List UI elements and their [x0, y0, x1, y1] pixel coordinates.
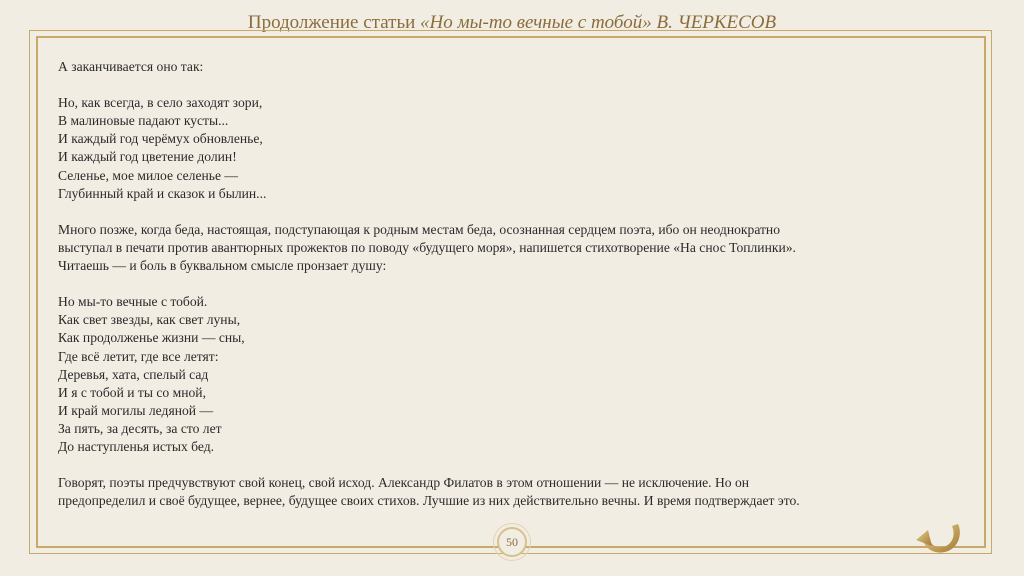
poem-line: Но, как всегда, в село заходят зори,: [58, 95, 263, 111]
poem-line: Но мы-то вечные с тобой.: [58, 294, 208, 310]
article-text: [58, 58, 978, 528]
prose-line: Говорят, поэты предчувствуют свой конец, свой исход. Александр Филатов в этом отношении — не исключение. Но он: [58, 475, 750, 491]
return-arrow-icon[interactable]: [914, 518, 966, 556]
poem-line: Деревья, хата, спелый сад: [58, 366, 209, 382]
intro-line: А заканчивается оно так:: [58, 59, 204, 74]
poem-line: Как продолженье жизни — сны,: [58, 330, 245, 346]
prose-line: выступал в печати против авантюрных прожектов по поводу «будущего моря», напишется стихотворение «На снос Топлинки».: [58, 239, 796, 255]
poem-stanza-1: [58, 94, 978, 203]
title-author: В. ЧЕРКЕСОВ: [651, 12, 777, 33]
prose-line: предопределил и своё будущее, вернее, будущее своих стихов. Лучшие из них действительно вечны. И время подтверждает это.: [58, 493, 800, 509]
page-number: 50: [497, 527, 527, 557]
poem-line: И каждый год черёмух обновленье,: [58, 131, 263, 147]
poem-line: И каждый год цветение долин!: [58, 149, 237, 165]
poem-line: И край могилы ледяной —: [58, 402, 214, 418]
prose-paragraph-1: [58, 221, 978, 275]
poem-line: И я с тобой и ты со мной,: [58, 384, 206, 400]
title-prefix: Продолжение статьи: [247, 12, 421, 33]
title-article-name: «Но мы-то вечные с тобой»: [420, 12, 652, 33]
prose-paragraph-2: [58, 474, 978, 510]
prose-line: Читаешь — и боль в буквальном смысле пронзает душу:: [58, 258, 387, 274]
poem-line: Как свет звезды, как свет луны,: [58, 312, 241, 328]
poem-line: Селенье, мое милое селенье —: [58, 167, 238, 183]
poem-line: За пять, за десять, за сто лет: [58, 420, 222, 436]
poem-line: Глубинный край и сказок и былин...: [58, 185, 267, 201]
prose-line: Много позже, когда беда, настоящая, подступающая к родным местам беда, осознанная сердцем поэта, ибо он неоднократно: [58, 221, 781, 237]
poem-line: В малиновые падают кусты...: [58, 113, 229, 129]
poem-line: До наступленья истых бед.: [58, 438, 215, 454]
poem-line: Где всё летит, где все летят:: [58, 348, 219, 364]
poem-stanza-2: [58, 293, 978, 456]
